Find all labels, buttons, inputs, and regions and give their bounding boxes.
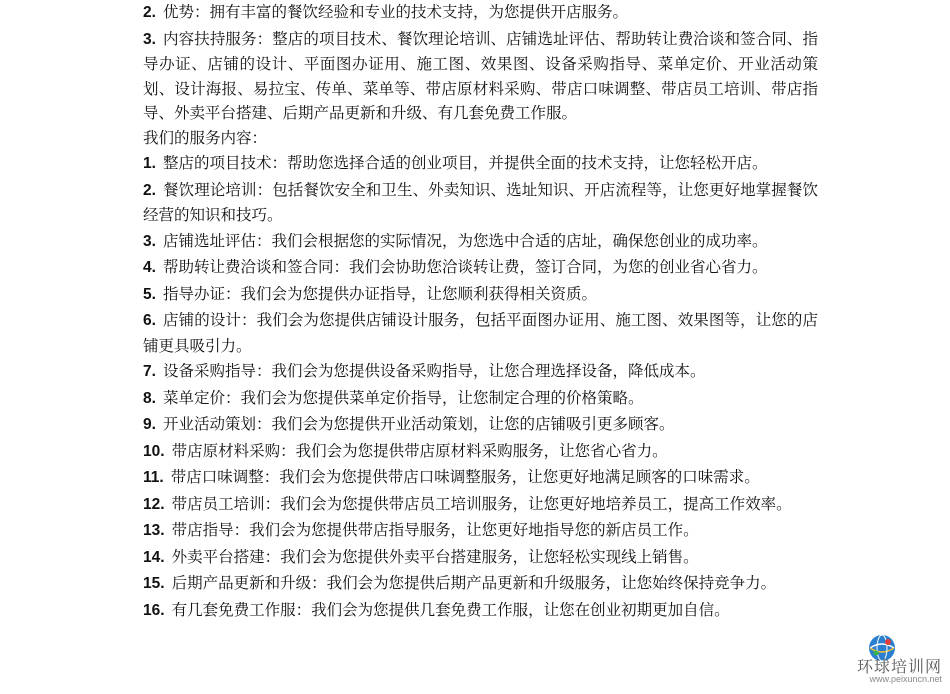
item-text: 有几套免费工作服：我们会为您提供几套免费工作服，让您在创业初期更加自信。 <box>171 600 730 619</box>
intro-item-3 <box>143 27 818 126</box>
intro-item-2 <box>143 0 818 26</box>
services-list <box>143 151 818 623</box>
item-number: 6. <box>143 312 156 329</box>
service-item <box>143 282 818 308</box>
item-number: 3. <box>143 232 156 250</box>
item-number: 1. <box>143 155 156 172</box>
item-text: 设备采购指导：我们会为您提供设备采购指导，让您合理选择设备，降低成本。 <box>162 362 706 380</box>
item-number: 4. <box>143 259 156 276</box>
service-item <box>143 518 818 544</box>
service-item <box>143 359 818 385</box>
item-text: 优势：拥有丰富的餐饮经验和专业的技术支持，为您提供开店服务。 <box>162 3 628 21</box>
service-item <box>143 545 818 571</box>
watermark-title: 环球培训网 <box>856 657 942 676</box>
item-number: 8. <box>143 389 156 407</box>
document-body <box>143 0 818 623</box>
item-text: 餐饮理论培训：包括餐饮安全和卫生、外卖知识、选址知识、开店流程等，让您更好地掌握餐饮经营的知识和技巧。 <box>143 180 818 224</box>
service-item <box>143 571 818 597</box>
service-item <box>143 178 818 228</box>
service-item <box>143 151 818 177</box>
item-number: 10. <box>143 442 165 460</box>
item-number: 3. <box>143 30 156 48</box>
item-text: 带店员工培训：我们会为您提供带店员工培训服务，让您更好地培养员工，提高工作效率。 <box>171 494 792 513</box>
item-text: 带店口味调整：我们会为您提供带店口味调整服务，让您更好地满足顾客的口味需求。 <box>170 468 760 486</box>
watermark-url: www.peixuncn.net <box>869 674 942 684</box>
item-text: 内容扶持服务：整店的项目技术、餐饮理论培训、店铺选址评估、帮助转让费洽谈和签合同、指导办证、店铺的设计、平面图办证用、施工图、效果图、设备采购指导、菜单定价、开业活动策划、设计海报、易拉宝、传单、菜单等、带店原材料采购、带店口味调整、带店员工培训、带店指导、外卖平台搭建、后期产品更新和升级、有几套免费工作服。 <box>143 29 818 122</box>
item-text: 菜单定价：我们会为您提供菜单定价指导，让您制定合理的价格策略。 <box>162 388 644 407</box>
item-text: 后期产品更新和升级：我们会为您提供后期产品更新和升级服务，让您始终保持竞争力。 <box>171 574 777 592</box>
item-text: 店铺的设计：我们会为您提供店铺设计服务，包括平面图办证用、施工图、效果图等，让您的店铺更具吸引力。 <box>143 311 818 355</box>
service-item <box>143 229 818 255</box>
services-heading: 我们的服务内容： <box>143 128 268 147</box>
item-number: 2. <box>143 4 156 21</box>
item-number: 16. <box>143 601 165 619</box>
service-item <box>143 386 818 412</box>
service-item <box>143 492 818 518</box>
service-item <box>143 598 818 624</box>
item-number: 5. <box>143 285 156 303</box>
item-text: 店铺选址评估：我们会根据您的实际情况，为您选中合适的店址，确保您创业的成功率。 <box>162 231 768 250</box>
service-item <box>143 308 818 358</box>
item-number: 9. <box>143 416 156 433</box>
site-watermark <box>824 634 942 688</box>
service-item <box>143 255 818 281</box>
item-number: 15. <box>143 575 165 592</box>
item-number: 14. <box>143 548 165 566</box>
item-text: 带店指导：我们会为您提供带店指导服务，让您更好地指导您的新店员工作。 <box>171 521 699 539</box>
item-number: 7. <box>143 363 156 380</box>
item-text: 开业活动策划：我们会为您提供开业活动策划，让您的店铺吸引更多顾客。 <box>162 415 675 433</box>
service-item <box>143 439 818 465</box>
item-text: 带店原材料采购：我们会为您提供带店原材料采购服务，让您省心省力。 <box>171 441 668 460</box>
item-text: 指导办证：我们会为您提供办证指导，让您顺利获得相关资质。 <box>162 284 597 303</box>
item-text: 帮助转让费洽谈和签合同：我们会协助您洽谈转让费，签订合同，为您的创业省心省力。 <box>162 258 768 276</box>
service-item <box>143 465 818 491</box>
service-item <box>143 412 818 438</box>
item-number: 2. <box>143 181 156 199</box>
item-text: 整店的项目技术：帮助您选择合适的创业项目，并提供全面的技术支持，让您轻松开店。 <box>162 154 768 172</box>
item-number: 12. <box>143 495 165 513</box>
item-text: 外卖平台搭建：我们会为您提供外卖平台搭建服务，让您轻松实现线上销售。 <box>171 547 699 566</box>
item-number: 11. <box>143 469 164 486</box>
item-number: 13. <box>143 522 165 539</box>
